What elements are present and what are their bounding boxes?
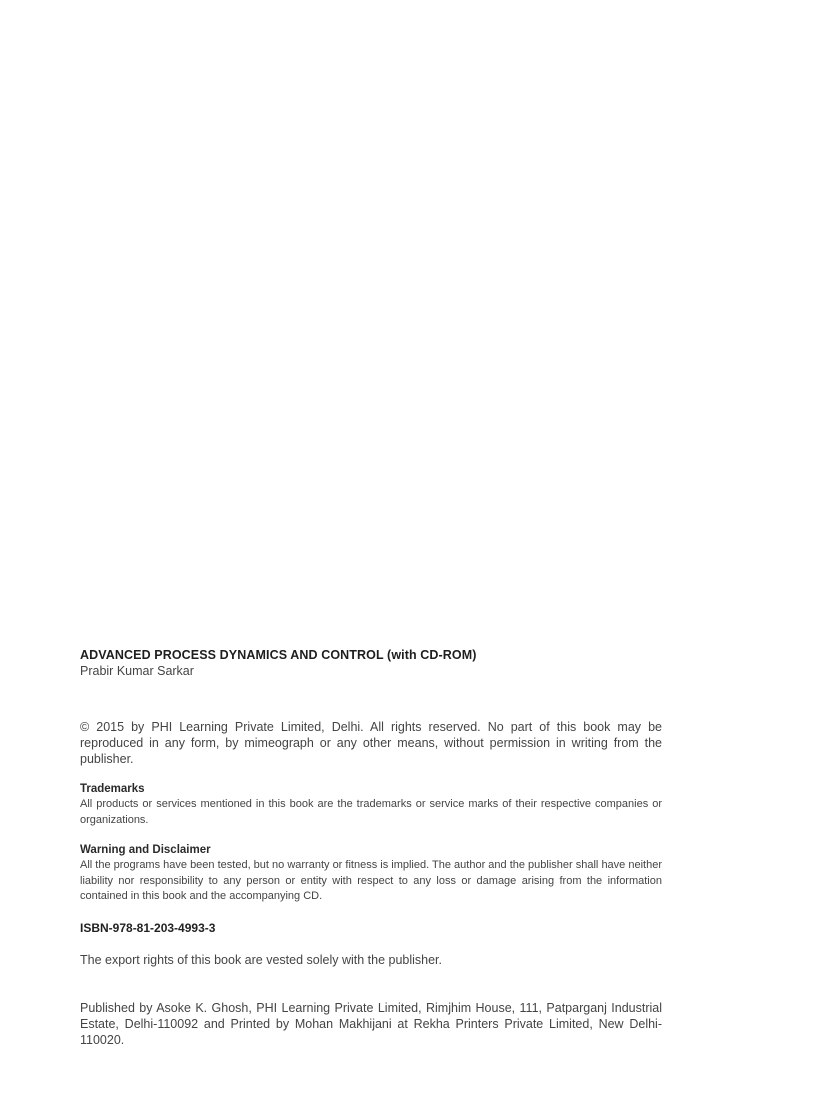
isbn-number: ISBN-978-81-203-4993-3 xyxy=(80,920,216,935)
book-author: Prabir Kumar Sarkar xyxy=(80,664,194,678)
warning-text: All the programs have been tested, but no warranty or fitness is implied. The author and the publisher shall have neither liability nor responsibility to any person or entity with respect to any loss or damage arising from the information contained in this book and the accompanying CD. xyxy=(80,859,662,902)
trademarks-heading: Trademarks xyxy=(80,783,145,795)
warning-block xyxy=(80,843,662,905)
trademarks-text: All products or services mentioned in this book are the trademarks or service marks of their respective companies or organizations. xyxy=(80,798,662,826)
copyright-block xyxy=(80,719,662,767)
book-info-block xyxy=(80,647,662,679)
book-title: ADVANCED PROCESS DYNAMICS AND CONTROL (with CD-ROM) xyxy=(80,648,477,662)
warning-heading: Warning and Disclaimer xyxy=(80,844,211,856)
copyright-notice: © 2015 by PHI Learning Private Limited, Delhi. All rights reserved. No part of this book may be reproduced in any form, by mimeograph or any other means, without permission in writing from the publisher. xyxy=(80,720,662,766)
export-rights-block xyxy=(80,952,662,968)
trademarks-block xyxy=(80,782,662,828)
isbn-block xyxy=(80,920,662,936)
export-rights-text: The export rights of this book are vested solely with the publisher. xyxy=(80,952,442,967)
publisher-info-text: Published by Asoke K. Ghosh, PHI Learning Private Limited, Rimjhim House, 111, Patparganj Industrial Estate, Delhi-110092 and Printed by Mohan Makhijani at Rekha Printers Private Limited, New Delhi-110020. xyxy=(80,1000,662,1047)
publisher-info-block xyxy=(80,1000,662,1048)
copyright-page xyxy=(80,647,662,1048)
